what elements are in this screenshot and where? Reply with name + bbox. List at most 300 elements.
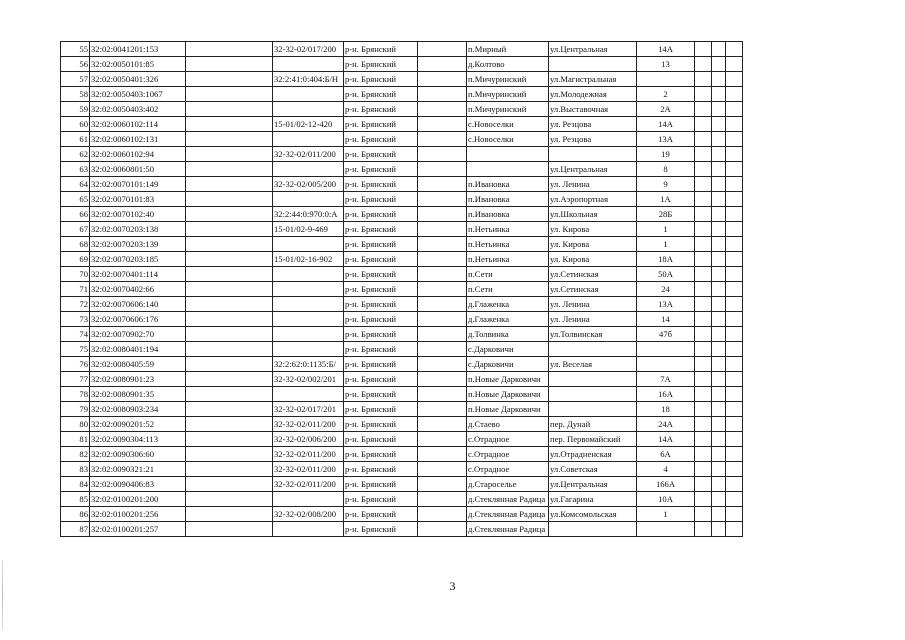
cadastral-number: 32:02:0070203:139 <box>90 237 186 252</box>
page-number: 3 <box>449 579 456 593</box>
empty-cell <box>418 162 467 177</box>
table-row <box>61 132 743 147</box>
registration-number: 32-32-02/002/201 <box>273 372 344 387</box>
empty-cell <box>418 237 467 252</box>
locality: с.Отрадное <box>467 432 549 447</box>
cadastral-number: 32:02:0090304:113 <box>90 432 186 447</box>
street: ул.Молодежная <box>549 87 637 102</box>
district: р-н. Брянский <box>344 117 418 132</box>
empty-cell <box>695 207 712 222</box>
empty-cell <box>712 72 726 87</box>
row-number: 68 <box>61 237 90 252</box>
street: ул.Отрадненская <box>549 447 637 462</box>
empty-cell <box>712 237 726 252</box>
cadastral-number: 32:02:0090406:83 <box>90 477 186 492</box>
row-number: 74 <box>61 327 90 342</box>
empty-cell <box>712 327 726 342</box>
empty-cell <box>418 432 467 447</box>
locality: с.Дарковичи <box>467 357 549 372</box>
registration-number <box>273 312 344 327</box>
empty-cell <box>726 387 743 402</box>
row-number: 70 <box>61 267 90 282</box>
empty-cell <box>186 522 273 537</box>
locality: п.Мичуринский <box>467 72 549 87</box>
empty-cell <box>726 357 743 372</box>
house-number: 13А <box>637 132 695 147</box>
empty-cell <box>418 72 467 87</box>
district: р-н. Брянский <box>344 237 418 252</box>
empty-cell <box>726 282 743 297</box>
empty-cell <box>418 492 467 507</box>
locality: п.Новые Дарковичи <box>467 372 549 387</box>
empty-cell <box>726 402 743 417</box>
empty-cell <box>695 327 712 342</box>
row-number: 65 <box>61 192 90 207</box>
empty-cell <box>186 477 273 492</box>
district: р-н. Брянский <box>344 507 418 522</box>
street: ул.Гагарина <box>549 492 637 507</box>
empty-cell <box>418 372 467 387</box>
empty-cell <box>726 372 743 387</box>
cadastral-number: 32:02:0100201:256 <box>90 507 186 522</box>
empty-cell <box>418 222 467 237</box>
empty-cell <box>695 57 712 72</box>
row-number: 80 <box>61 417 90 432</box>
empty-cell <box>726 477 743 492</box>
empty-cell <box>712 132 726 147</box>
empty-cell <box>695 267 712 282</box>
empty-cell <box>186 237 273 252</box>
cadastral-number: 32:02:0070606:176 <box>90 312 186 327</box>
row-number: 58 <box>61 87 90 102</box>
empty-cell <box>186 327 273 342</box>
empty-cell <box>712 402 726 417</box>
locality: п.Новые Дарковичи <box>467 402 549 417</box>
district: р-н. Брянский <box>344 462 418 477</box>
empty-cell <box>712 222 726 237</box>
district: р-н. Брянский <box>344 417 418 432</box>
empty-cell <box>726 492 743 507</box>
district: р-н. Брянский <box>344 522 418 537</box>
empty-cell <box>712 192 726 207</box>
empty-cell <box>726 162 743 177</box>
house-number: 18 <box>637 402 695 417</box>
registration-number: 32-32-02/006/200 <box>273 432 344 447</box>
cadastral-number: 32:02:0080903:234 <box>90 402 186 417</box>
locality: с.Дарковичи <box>467 342 549 357</box>
district: р-н. Брянский <box>344 327 418 342</box>
cadastral-number: 32:02:0070402:66 <box>90 282 186 297</box>
empty-cell <box>418 477 467 492</box>
table-row <box>61 87 743 102</box>
empty-cell <box>186 177 273 192</box>
empty-cell <box>186 447 273 462</box>
row-number: 69 <box>61 252 90 267</box>
empty-cell <box>418 447 467 462</box>
house-number <box>637 522 695 537</box>
row-number: 86 <box>61 507 90 522</box>
house-number: 14А <box>637 117 695 132</box>
registration-number <box>273 282 344 297</box>
street <box>549 402 637 417</box>
cadastral-number: 32:02:0070203:138 <box>90 222 186 237</box>
empty-cell <box>712 42 726 57</box>
row-number: 87 <box>61 522 90 537</box>
street: ул. Ленина <box>549 297 637 312</box>
empty-cell <box>726 207 743 222</box>
empty-cell <box>695 297 712 312</box>
empty-cell <box>695 102 712 117</box>
empty-cell <box>712 447 726 462</box>
empty-cell <box>186 297 273 312</box>
empty-cell <box>418 207 467 222</box>
street: ул.Школьная <box>549 207 637 222</box>
empty-cell <box>726 447 743 462</box>
table-row <box>61 357 743 372</box>
empty-cell <box>418 417 467 432</box>
house-number: 4 <box>637 462 695 477</box>
empty-cell <box>726 102 743 117</box>
empty-cell <box>418 357 467 372</box>
locality: д.Толвинка <box>467 327 549 342</box>
registration-number: 32-32-02/008/200 <box>273 507 344 522</box>
empty-cell <box>418 342 467 357</box>
empty-cell <box>418 177 467 192</box>
row-number: 71 <box>61 282 90 297</box>
table-row <box>61 117 743 132</box>
cadastral-number: 32:02:0070606:140 <box>90 297 186 312</box>
empty-cell <box>712 477 726 492</box>
empty-cell <box>712 462 726 477</box>
empty-cell <box>418 117 467 132</box>
empty-cell <box>726 147 743 162</box>
empty-cell <box>695 372 712 387</box>
registration-number: 15-01/02-16-902 <box>273 252 344 267</box>
street: ул.Выставочная <box>549 102 637 117</box>
table-row <box>61 297 743 312</box>
district: р-н. Брянский <box>344 207 418 222</box>
district: р-н. Брянский <box>344 57 418 72</box>
street <box>549 372 637 387</box>
street: ул. Ленина <box>549 312 637 327</box>
empty-cell <box>418 57 467 72</box>
cadastral-number: 32:02:0060801:50 <box>90 162 186 177</box>
table-row <box>61 447 743 462</box>
empty-cell <box>712 357 726 372</box>
street <box>549 342 637 357</box>
registration-number: 32:2:44:0:970:0:А <box>273 207 344 222</box>
empty-cell <box>712 147 726 162</box>
empty-cell <box>186 267 273 282</box>
empty-cell <box>712 297 726 312</box>
row-number: 85 <box>61 492 90 507</box>
house-number <box>637 342 695 357</box>
row-number: 67 <box>61 222 90 237</box>
empty-cell <box>695 72 712 87</box>
street: ул.Аэропортная <box>549 192 637 207</box>
house-number: 18А <box>637 252 695 267</box>
empty-cell <box>418 462 467 477</box>
row-number: 66 <box>61 207 90 222</box>
table-row <box>61 342 743 357</box>
empty-cell <box>695 117 712 132</box>
empty-cell <box>726 342 743 357</box>
registration-number: 15-01/02-12-420 <box>273 117 344 132</box>
empty-cell <box>695 477 712 492</box>
empty-cell <box>186 432 273 447</box>
street: ул. Ленина <box>549 177 637 192</box>
empty-cell <box>726 222 743 237</box>
district: р-н. Брянский <box>344 102 418 117</box>
house-number: 19 <box>637 147 695 162</box>
locality: с.Отрадное <box>467 447 549 462</box>
empty-cell <box>712 417 726 432</box>
street: ул. Резцова <box>549 132 637 147</box>
table-row <box>61 462 743 477</box>
row-number: 77 <box>61 372 90 387</box>
street: пер. Дунай <box>549 417 637 432</box>
cadastral-number: 32:02:0080901:35 <box>90 387 186 402</box>
table-row <box>61 72 743 87</box>
empty-cell <box>418 402 467 417</box>
district: р-н. Брянский <box>344 387 418 402</box>
empty-cell <box>712 507 726 522</box>
registration-number: 32:2:41:0:404:Б/Н <box>273 72 344 87</box>
row-number: 55 <box>61 42 90 57</box>
street: ул. Кирова <box>549 237 637 252</box>
district: р-н. Брянский <box>344 177 418 192</box>
registration-number: 32:2:62:0:1135:Б/ <box>273 357 344 372</box>
empty-cell <box>418 522 467 537</box>
empty-cell <box>712 57 726 72</box>
cadastral-number: 32:02:0050403:1067 <box>90 87 186 102</box>
empty-cell <box>726 312 743 327</box>
registration-number <box>273 162 344 177</box>
row-number: 84 <box>61 477 90 492</box>
house-number: 9 <box>637 177 695 192</box>
empty-cell <box>418 507 467 522</box>
row-number: 57 <box>61 72 90 87</box>
locality: п.Новые Дарковичи <box>467 387 549 402</box>
house-number: 8 <box>637 162 695 177</box>
table-row <box>61 267 743 282</box>
empty-cell <box>186 162 273 177</box>
street: ул.Центральная <box>549 162 637 177</box>
empty-cell <box>186 252 273 267</box>
house-number: 24А <box>637 417 695 432</box>
street: ул. Резцова <box>549 117 637 132</box>
cadastral-number: 32:02:0070102:40 <box>90 207 186 222</box>
table-row <box>61 387 743 402</box>
house-number: 28Б <box>637 207 695 222</box>
locality: п.Мирный <box>467 42 549 57</box>
street: ул.Центральная <box>549 42 637 57</box>
registration-number <box>273 87 344 102</box>
street: ул.Толвинская <box>549 327 637 342</box>
cadastral-number: 32:02:0090201:52 <box>90 417 186 432</box>
registration-number: 32-32-02/011/200 <box>273 477 344 492</box>
cadastral-number: 32:02:0041201:153 <box>90 42 186 57</box>
house-number: 166А <box>637 477 695 492</box>
empty-cell <box>726 177 743 192</box>
empty-cell <box>695 522 712 537</box>
empty-cell <box>186 372 273 387</box>
locality: п.Сети <box>467 267 549 282</box>
empty-cell <box>726 72 743 87</box>
street <box>549 522 637 537</box>
empty-cell <box>712 432 726 447</box>
row-number: 60 <box>61 117 90 132</box>
empty-cell <box>186 147 273 162</box>
registration-number <box>273 387 344 402</box>
empty-cell <box>712 252 726 267</box>
district: р-н. Брянский <box>344 267 418 282</box>
house-number <box>637 357 695 372</box>
empty-cell <box>695 87 712 102</box>
row-number: 81 <box>61 432 90 447</box>
registry-table <box>60 41 743 537</box>
empty-cell <box>695 447 712 462</box>
cadastral-number: 32:02:0070203:185 <box>90 252 186 267</box>
empty-cell <box>186 132 273 147</box>
cadastral-number: 32:02:0070101:149 <box>90 177 186 192</box>
table-row <box>61 312 743 327</box>
table-row <box>61 162 743 177</box>
house-number: 1 <box>637 222 695 237</box>
cadastral-number: 32:02:0080901:23 <box>90 372 186 387</box>
empty-cell <box>726 237 743 252</box>
locality: д.Колтово <box>467 57 549 72</box>
empty-cell <box>186 72 273 87</box>
empty-cell <box>726 57 743 72</box>
registration-number: 32-32-02/011/200 <box>273 447 344 462</box>
cadastral-number: 32:02:0070401:114 <box>90 267 186 282</box>
house-number: 6А <box>637 447 695 462</box>
empty-cell <box>695 342 712 357</box>
cadastral-number: 32:02:0090306:60 <box>90 447 186 462</box>
registration-number <box>273 267 344 282</box>
cadastral-number: 32:02:0080405:59 <box>90 357 186 372</box>
empty-cell <box>726 417 743 432</box>
scan-edge-mark <box>2 560 3 630</box>
empty-cell <box>418 267 467 282</box>
street: ул. Кирова <box>549 222 637 237</box>
table-row <box>61 192 743 207</box>
district: р-н. Брянский <box>344 372 418 387</box>
empty-cell <box>726 42 743 57</box>
district: р-н. Брянский <box>344 72 418 87</box>
empty-cell <box>726 117 743 132</box>
empty-cell <box>418 252 467 267</box>
registration-number <box>273 297 344 312</box>
district: р-н. Брянский <box>344 162 418 177</box>
house-number: 50А <box>637 267 695 282</box>
district: р-н. Брянский <box>344 492 418 507</box>
empty-cell <box>695 177 712 192</box>
empty-cell <box>726 507 743 522</box>
table-row <box>61 372 743 387</box>
empty-cell <box>186 117 273 132</box>
cadastral-number: 32:02:0070902:70 <box>90 327 186 342</box>
table-row <box>61 432 743 447</box>
house-number: 13 <box>637 57 695 72</box>
house-number: 13А <box>637 297 695 312</box>
house-number: 7А <box>637 372 695 387</box>
locality: п.Нетьинка <box>467 237 549 252</box>
locality: д.Глаженка <box>467 312 549 327</box>
house-number: 24 <box>637 282 695 297</box>
empty-cell <box>695 402 712 417</box>
empty-cell <box>695 462 712 477</box>
locality: п.Ивановка <box>467 207 549 222</box>
empty-cell <box>712 267 726 282</box>
cadastral-number: 32:02:0060102:94 <box>90 147 186 162</box>
registration-number <box>273 237 344 252</box>
empty-cell <box>726 192 743 207</box>
row-number: 56 <box>61 57 90 72</box>
registration-number <box>273 327 344 342</box>
house-number: 14А <box>637 432 695 447</box>
row-number: 78 <box>61 387 90 402</box>
district: р-н. Брянский <box>344 192 418 207</box>
street <box>549 147 637 162</box>
table-row <box>61 477 743 492</box>
empty-cell <box>726 432 743 447</box>
empty-cell <box>712 342 726 357</box>
empty-cell <box>712 207 726 222</box>
empty-cell <box>726 297 743 312</box>
row-number: 72 <box>61 297 90 312</box>
house-number: 1 <box>637 507 695 522</box>
empty-cell <box>726 462 743 477</box>
empty-cell <box>695 357 712 372</box>
locality: п.Мичуринский <box>467 87 549 102</box>
locality: д.Стеклянная Радица <box>467 522 549 537</box>
empty-cell <box>712 87 726 102</box>
district: р-н. Брянский <box>344 297 418 312</box>
empty-cell <box>418 312 467 327</box>
empty-cell <box>186 402 273 417</box>
empty-cell <box>418 102 467 117</box>
registration-number: 32-32-02/017/201 <box>273 402 344 417</box>
district: р-н. Брянский <box>344 447 418 462</box>
empty-cell <box>418 147 467 162</box>
locality: п.Мичуринский <box>467 102 549 117</box>
house-number: 16А <box>637 387 695 402</box>
empty-cell <box>186 222 273 237</box>
street: ул.Сетинская <box>549 267 637 282</box>
empty-cell <box>695 492 712 507</box>
table-row <box>61 252 743 267</box>
cadastral-number: 32:02:0060102:114 <box>90 117 186 132</box>
empty-cell <box>712 177 726 192</box>
empty-cell <box>186 192 273 207</box>
street: ул.Сетинская <box>549 282 637 297</box>
locality <box>467 162 549 177</box>
empty-cell <box>695 282 712 297</box>
empty-cell <box>726 132 743 147</box>
empty-cell <box>418 297 467 312</box>
empty-cell <box>726 267 743 282</box>
house-number: 2А <box>637 102 695 117</box>
registration-number <box>273 192 344 207</box>
empty-cell <box>418 42 467 57</box>
registration-number <box>273 57 344 72</box>
empty-cell <box>186 87 273 102</box>
empty-cell <box>695 42 712 57</box>
row-number: 79 <box>61 402 90 417</box>
row-number: 64 <box>61 177 90 192</box>
